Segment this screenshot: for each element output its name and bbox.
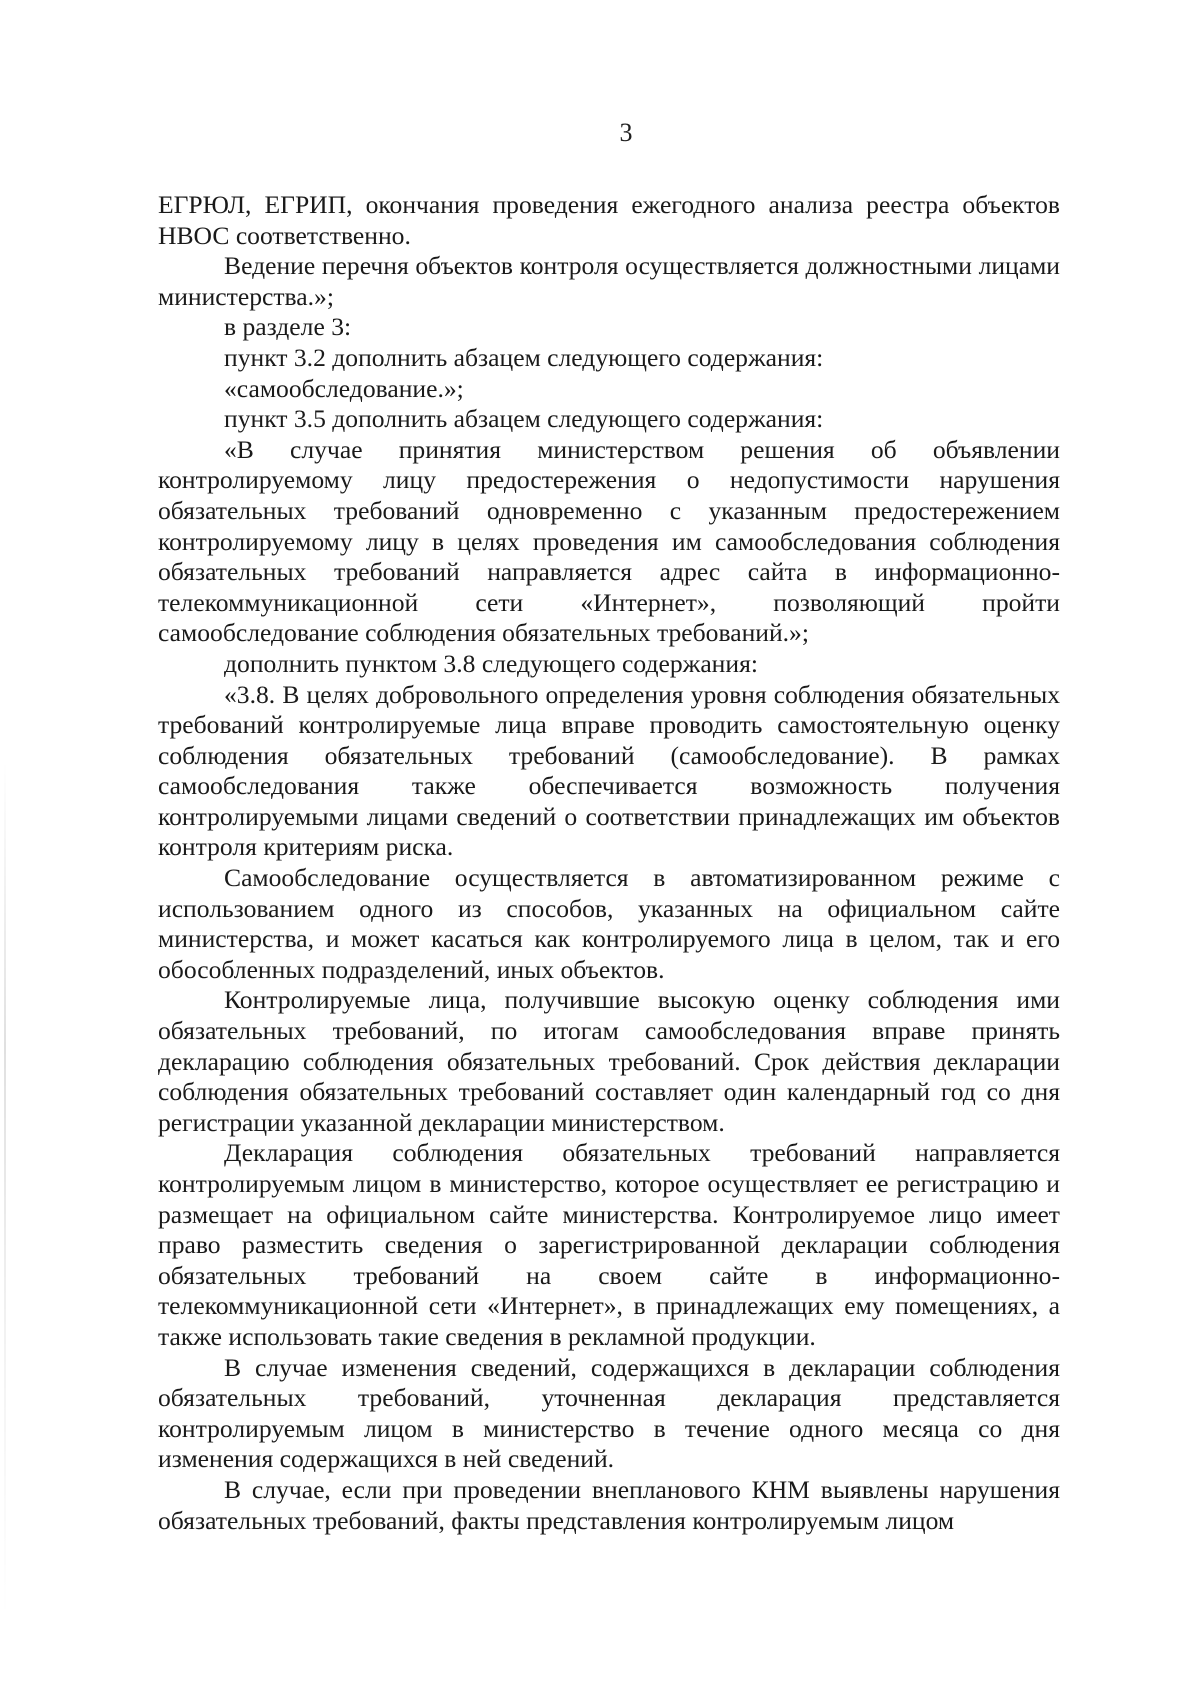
page-number: 3 (619, 118, 633, 147)
paragraph-3-8-text: «3.8. В целях добровольного определения уровня соблюдения обязательных требований контролируемые лица вправе проводить самостоятельную оценку соблюдения обязательных требований (самообследование). В рамках самообследования также обеспечивается возможность получения контролируемыми лицами сведений о соответствии принадлежащих им объектов контроля критериям риска. (158, 679, 1060, 862)
paragraph-declaration-update: В случае изменения сведений, содержащихся в декларации соблюдения обязательных требований, уточненная декларация представляется контролируемым лицом в министерство в течение одного месяца со дня изменения содержащихся в ней сведений. (158, 1352, 1060, 1474)
paragraph-object-list: Ведение перечня объектов контроля осуществляется должностными лицами министерства.»; (158, 251, 1060, 311)
paragraph-declaration-right: Контролируемые лица, получившие высокую оценку соблюдения ими обязательных требований, по итогам самообследования вправе принять декларацию соблюдения обязательных требований. Срок действия декларации соблюдения обязательных требований составляет один календарный год со дня регистрации указанной декларации министерством. (158, 985, 1060, 1137)
paragraph-self-survey-mode: Самообследование осуществляется в автоматизированном режиме с использованием одного из способов, указанных на официальном сайте министерства, и может касаться как контролируемого лица в целом, так и его обособленных подразделений, иных объектов. (158, 863, 1060, 984)
paragraph-continuation: ЕГРЮЛ, ЕГРИП, окончания проведения ежегодного анализа реестра объектов НВОС соответственно. (158, 190, 1060, 250)
scan-edge-shadow (4, 760, 6, 1620)
paragraph-item-3-5: пункт 3.5 дополнить абзацем следующего содержания: (224, 404, 824, 434)
paragraph-warning-case: «В случае принятия министерством решения об объявлении контролируемому лицу предостережения о недопустимости нарушения обязательных требований одновременно с указанным предостережением контролируемому лицу в целях проведения им самообследования соблюдения обязательных требований направляется адрес сайта в информационно-телекоммуникационной сети «Интернет», позволяющий пройти самообследование соблюдения обязательных требований.»; (158, 434, 1060, 648)
document-body (158, 190, 1060, 1536)
paragraph-self-survey: «самообследование.»; (224, 373, 464, 403)
paragraph-section-3: в разделе 3: (224, 312, 352, 342)
paragraph-item-3-8: дополнить пунктом 3.8 следующего содержания: (224, 648, 758, 678)
paragraph-item-3-2: пункт 3.2 дополнить абзацем следующего содержания: (224, 342, 824, 372)
paragraph-declaration-submission: Декларация соблюдения обязательных требований направляется контролируемым лицом в министерство, которое осуществляет ее регистрацию и размещает на официальном сайте министерства. Контролируемое лицо имеет право разместить сведения о зарегистрированной декларации соблюдения обязательных требований на своем сайте в информационно-телекоммуникационной сети «Интернет», в принадлежащих ему помещениях, а также использовать такие сведения в рекламной продукции. (158, 1138, 1060, 1351)
paragraph-unscheduled-check: В случае, если при проведении внепланового КНМ выявлены нарушения обязательных требований, факты представления контролируемым лицом (158, 1474, 1060, 1535)
